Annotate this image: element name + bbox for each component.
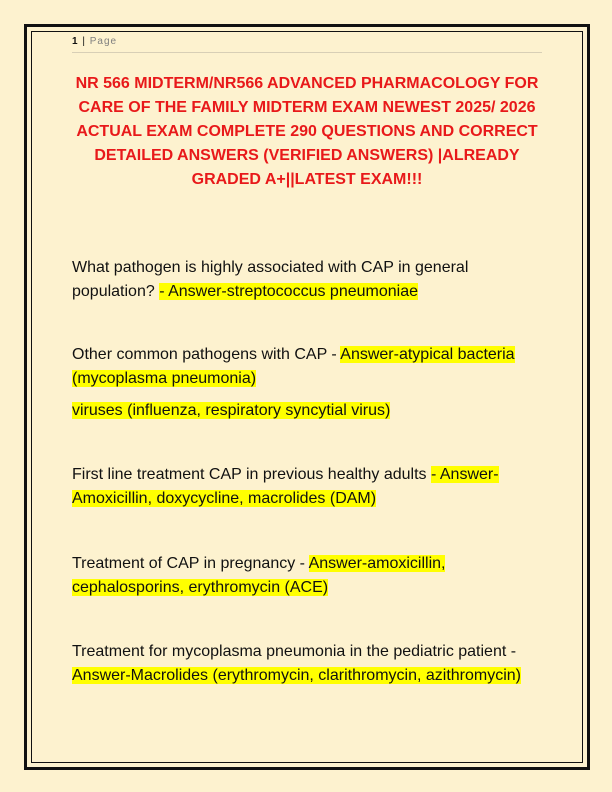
answer-text: - Answer-streptococcus pneumoniae <box>159 283 418 300</box>
question-text: Treatment for mycoplasma pneumonia in the pediatric patient - <box>72 643 517 660</box>
document-title: NR 566 MIDTERM/NR566 ADVANCED PHARMACOLOGY FOR CARE OF THE FAMILY MIDTERM EXAM NEWEST 2025/ 2026 ACTUAL EXAM COMPLETE 290 QUESTIONS AND CORRECT DETAILED ANSWERS (VERIFIED ANSWERS) |ALREADY GRADED A+||LATEST EXAM!!! <box>75 75 539 188</box>
qa-item-3 <box>72 463 542 511</box>
page-label: Page <box>89 36 118 47</box>
answer-text: - Answer-Amoxicillin, doxycycline, macrolides (DAM) <box>72 466 499 507</box>
answer-text-extra: viruses (influenza, respiratory syncytial virus) <box>72 402 391 419</box>
page-header <box>72 36 542 53</box>
qa-item-5 <box>72 640 542 688</box>
question-text: First line treatment CAP in previous healthy adults <box>72 466 431 483</box>
qa-item-2-continued <box>72 399 542 423</box>
qa-item-1 <box>72 256 542 304</box>
question-text: Treatment of CAP in pregnancy - <box>72 555 309 572</box>
answer-text: Answer-amoxicillin, cephalosporins, erythromycin (ACE) <box>72 555 446 596</box>
question-text: What pathogen is highly associated with CAP in general population? <box>72 259 469 300</box>
question-text: Other common pathogens with CAP - <box>72 346 341 363</box>
answer-text: Answer-atypical bacteria (mycoplasma pneumonia) <box>72 346 515 387</box>
qa-item-2 <box>72 343 542 391</box>
qa-item-4 <box>72 552 542 600</box>
page-separator: | <box>82 36 86 47</box>
answer-text: Answer-Macrolides (erythromycin, clarithromycin, azithromycin) <box>72 667 521 684</box>
page-number: 1 <box>72 36 79 47</box>
